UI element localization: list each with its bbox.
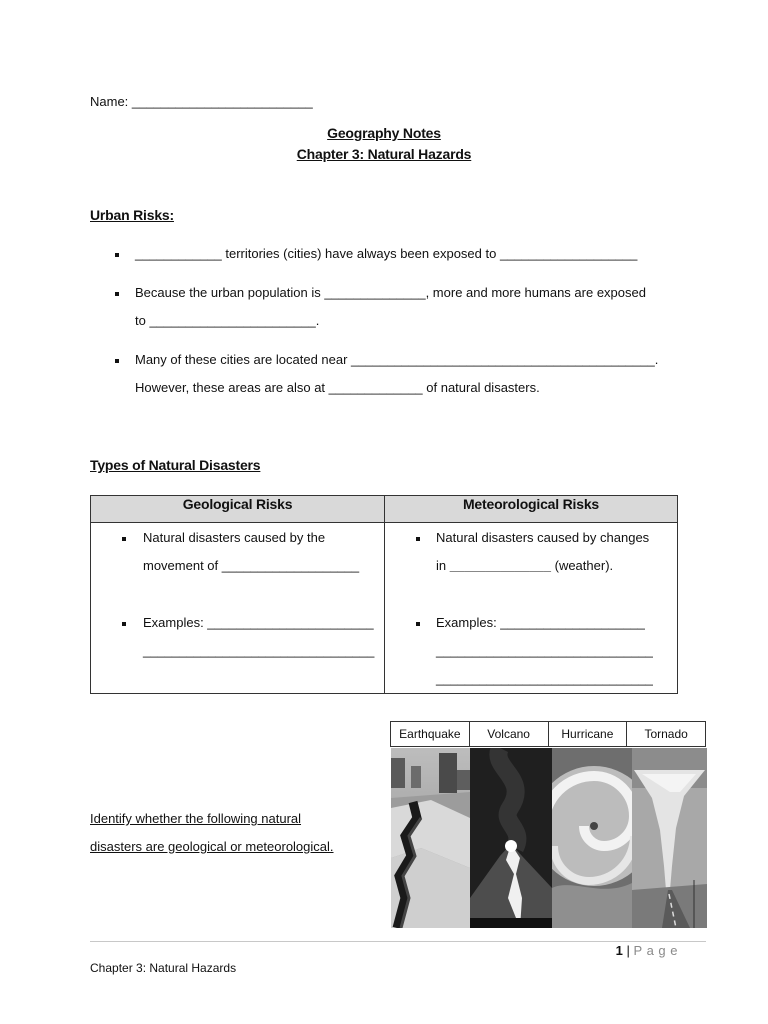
- meteorological-cell: [385, 523, 678, 694]
- geo-bullet-1-line2: movement of ___________________: [143, 558, 360, 573]
- geo-examples-line2: ________________________________: [143, 643, 375, 658]
- met-examples-line1: Examples: ____________________: [436, 615, 645, 630]
- urban-bullet-1: ____________ territories (cities) have always been exposed to ___________________: [135, 246, 638, 261]
- title-geography-notes: Geography Notes: [327, 125, 441, 141]
- met-in-text: in: [436, 558, 447, 573]
- geo-bullet-1-line1: Natural disasters caused by the: [143, 530, 326, 545]
- earthquake-photo: [391, 748, 470, 928]
- hurricane-photo: [552, 748, 632, 928]
- page-number: [560, 942, 678, 960]
- met-weather-blank: ______________: [449, 558, 551, 573]
- urban-bullet-3-line1: Many of these cities are located near __________________________________________.: [135, 352, 659, 367]
- bullet-icon: [122, 622, 126, 626]
- footer-chapter: Chapter 3: Natural Hazards: [90, 961, 237, 975]
- meteorological-header: Meteorological Risks: [385, 496, 678, 523]
- types-heading: Types of Natural Disasters: [90, 457, 261, 473]
- bullet-icon: [416, 537, 420, 541]
- volcano-photo: [470, 748, 552, 928]
- disaster-photos: [391, 748, 707, 928]
- tornado-photo: [632, 748, 707, 928]
- geo-examples-line1: Examples: _______________________: [143, 615, 374, 630]
- urban-bullet-3-line2: However, these areas are also at _____________ of natural disasters.: [135, 380, 540, 395]
- met-weather-text: (weather).: [554, 558, 614, 573]
- urban-risks-heading: Urban Risks:: [90, 207, 174, 223]
- disaster-types-table: [90, 495, 678, 694]
- bullet-icon: [122, 537, 126, 541]
- page-separator: |: [626, 943, 630, 958]
- page-number-value: 1: [615, 943, 623, 958]
- bullet-icon: [115, 253, 119, 257]
- photo-labels-row: [390, 721, 706, 747]
- name-label: Name:: [90, 94, 129, 109]
- label-earthquake: Earthquake: [391, 722, 470, 746]
- met-bullet-1-line2: [436, 557, 613, 575]
- urban-bullet-2-line1: Because the urban population is ______________, more and more humans are exposed: [135, 285, 646, 300]
- label-tornado: Tornado: [644, 727, 688, 741]
- met-examples-line3: ______________________________: [436, 671, 653, 686]
- title-chapter: Chapter 3: Natural Hazards: [296, 146, 472, 162]
- label-volcano: Volcano: [470, 722, 549, 746]
- met-bullet-1-line1: Natural disasters caused by changes: [436, 530, 650, 545]
- bullet-icon: [416, 622, 420, 626]
- identify-line1: Identify whether the following natural: [90, 811, 302, 826]
- met-examples-line2: ______________________________: [436, 643, 653, 658]
- urban-bullet-2-line2: to _______________________.: [135, 313, 320, 328]
- name-line: [90, 93, 313, 111]
- geological-cell: [91, 523, 385, 694]
- identify-line2: disasters are geological or meteorological.: [90, 839, 334, 854]
- name-blank: _________________________: [131, 94, 313, 109]
- geological-header: Geological Risks: [91, 496, 385, 523]
- page-word: P a g e: [633, 943, 678, 958]
- label-hurricane: Hurricane: [549, 722, 628, 746]
- bullet-icon: [115, 359, 119, 363]
- bullet-icon: [115, 292, 119, 296]
